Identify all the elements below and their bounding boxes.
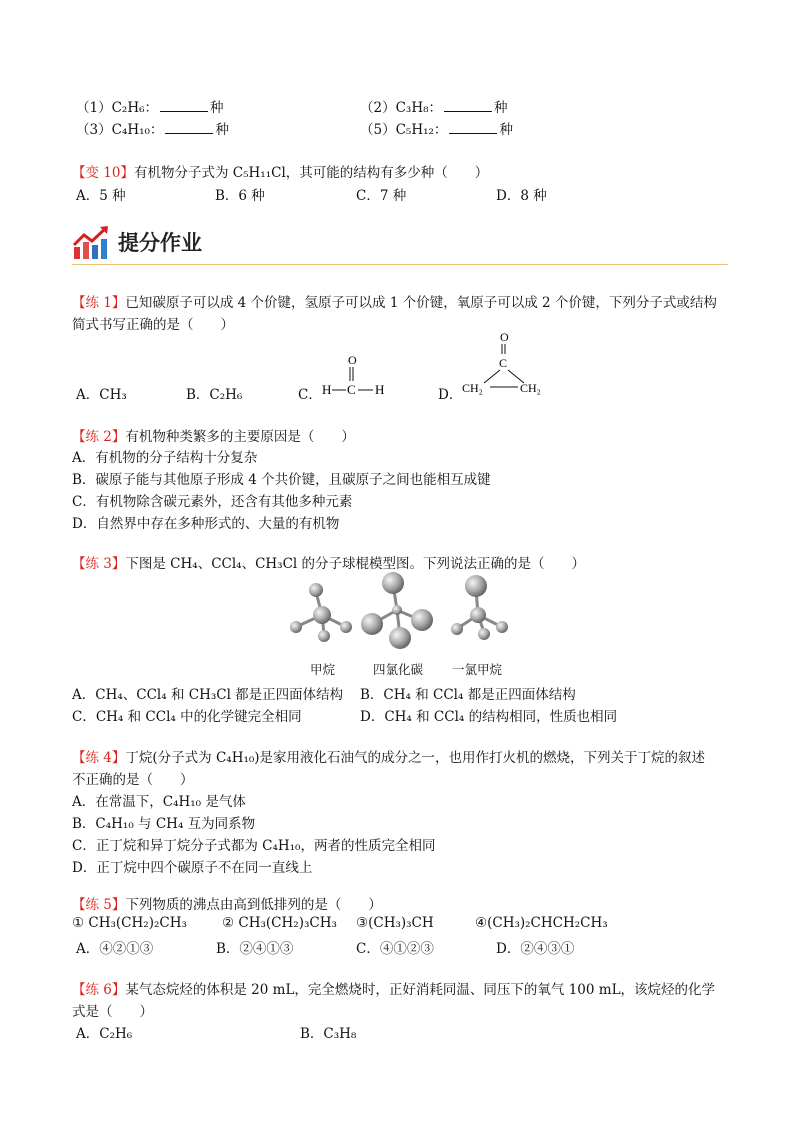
section-divider [72, 264, 728, 265]
question-tag: 【练 4】 [72, 750, 126, 766]
option-b[interactable]: B．C₂H₆ [186, 387, 243, 403]
group-ch2: CH₂ [462, 381, 483, 395]
option-d[interactable]: D．8 种 [496, 188, 547, 204]
option-d[interactable]: D．自然界中存在多种形式的、大量的有机物 [72, 516, 340, 532]
item-suffix: 种 [215, 122, 229, 138]
substance-4: ④(CH₃)₂CHCH₂CH₃ [475, 915, 608, 931]
answer-blank[interactable] [160, 99, 208, 112]
question-tag: 【练 2】 [72, 429, 126, 445]
q4-line2: 不正确的是（ ） [72, 772, 194, 788]
question-stem: 下列物质的沸点由高到低排列的是（ ） [125, 897, 382, 913]
substance-2: ② CH₃(CH₂)₃CH₃ [222, 915, 337, 931]
item-3 [76, 118, 229, 138]
option-a[interactable]: A．④②①③ [76, 941, 154, 957]
item-3-label: （3）C₄H₁₀： [76, 122, 164, 138]
option-d[interactable]: D．②④③① [496, 941, 575, 957]
q3-stem [72, 552, 585, 572]
substance-3: ③(CH₃)₃CH [356, 915, 434, 931]
ccl4-model [361, 572, 433, 649]
question-stem: 丁烷(分子式为 C₄H₁₀)是家用液化石油气的成分之一，也用作打火机的燃烧，下列关于丁烷的叙述 [125, 750, 706, 766]
option-a[interactable]: A．CH₃ [76, 387, 127, 403]
atom-o: O [348, 353, 357, 367]
question-tag: 【练 1】 [72, 295, 126, 311]
option-b[interactable]: B．6 种 [215, 188, 265, 204]
section-header [72, 223, 728, 265]
option-c[interactable]: C．④①②③ [356, 941, 434, 957]
option-d[interactable]: D．正丁烷中四个碳原子不在同一直线上 [72, 860, 313, 876]
item-suffix: 种 [499, 122, 513, 138]
group-ch2: CH₂ [520, 381, 541, 395]
question-tag: 【练 3】 [72, 556, 126, 572]
option-a[interactable]: A．5 种 [76, 188, 126, 204]
option-c[interactable]: C．有机物除含碳元素外，还含有其他多种元素 [72, 494, 353, 510]
option-a[interactable]: A．有机物的分子结构十分复杂 [72, 450, 258, 466]
question-stem: 有机物分子式为 C₅H₁₁Cl，其可能的结构有多少种（ ） [133, 165, 489, 181]
option-c[interactable]: C．CH₄ 和 CCl₄ 中的化学键完全相同 [72, 709, 302, 725]
option-a[interactable]: A．CH₄、CCl₄ 和 CH₃Cl 都是正四面体结构 [72, 687, 344, 703]
option-b[interactable]: B．碳原子能与其他原子形成 4 个共价键，且碳原子之间也能相互成键 [72, 472, 491, 488]
formaldehyde-structure [318, 348, 398, 404]
item-1 [76, 96, 224, 116]
q5-stem [72, 893, 382, 913]
question-stem: 有机物种类繁多的主要原因是（ ） [125, 429, 355, 445]
q1-line2: 简式书写正确的是（ ） [72, 317, 234, 333]
question-stem: 已知碳原子可以成 4 个价键，氢原子可以成 1 个价键，氧原子可以成 2 个价键，下列分子式或结构 [125, 295, 717, 311]
label-ccl4: 四氯化碳 [373, 662, 424, 677]
option-b[interactable]: B．CH₄ 和 CCl₄ 都是正四面体结构 [360, 687, 576, 703]
question-stem: 下图是 CH₄、CCl₄、CH₃Cl 的分子球棍模型图。下列说法正确的是（ ） [125, 556, 586, 572]
question-bian10 [72, 161, 488, 181]
item-2 [360, 96, 508, 116]
q4-line1 [72, 746, 705, 766]
item-5-label: （5）C₅H₁₂： [360, 122, 448, 138]
ch3cl-model [451, 575, 508, 640]
item-5 [360, 118, 513, 138]
atom-o: O [500, 330, 509, 344]
answer-blank[interactable] [449, 121, 497, 134]
item-2-label: （2）C₃H₈： [360, 100, 443, 116]
option-c[interactable]: C．正丁烷和异丁烷分子式都为 C₄H₁₀，两者的性质完全相同 [72, 838, 436, 854]
answer-blank[interactable] [165, 121, 213, 134]
q6-line2: 式是（ ） [72, 1004, 153, 1020]
ball-stick-models [280, 570, 520, 658]
q1-line1 [72, 291, 717, 311]
item-suffix: 种 [210, 100, 224, 116]
option-d-prefix: D． [438, 387, 463, 403]
option-c-prefix: C． [298, 387, 322, 403]
option-a[interactable]: A．在常温下，C₄H₁₀ 是气体 [72, 794, 246, 810]
atom-c: C [347, 382, 356, 397]
option-a[interactable]: A．C₂H₆ [76, 1026, 133, 1042]
atom-h: H [375, 382, 385, 397]
atom-c: C [499, 356, 508, 370]
section-title: 提分作业 [118, 231, 202, 255]
substance-1: ① CH₃(CH₂)₂CH₃ [72, 915, 187, 931]
q2-stem [72, 425, 355, 445]
item-suffix: 种 [494, 100, 508, 116]
answer-blank[interactable] [444, 99, 492, 112]
methane-model [290, 583, 352, 642]
label-ch3cl: 一氯甲烷 [452, 662, 503, 677]
cyclopropanone-structure [460, 327, 560, 399]
question-tag: 【练 6】 [72, 982, 126, 998]
option-c[interactable]: C．7 种 [356, 188, 407, 204]
label-methane: 甲烷 [310, 662, 336, 677]
option-b[interactable]: B．②④①③ [216, 941, 294, 957]
rising-chart-icon [72, 225, 112, 261]
atom-h: H [322, 382, 332, 397]
option-b[interactable]: B．C₄H₁₀ 与 CH₄ 互为同系物 [72, 816, 256, 832]
option-d[interactable] [438, 383, 462, 403]
item-1-label: （1）C₂H₆： [76, 100, 159, 116]
question-stem: 某气态烷烃的体积是 20 mL，完全燃烧时，正好消耗同温、同压下的氧气 100 mL，该烷烃的化学 [125, 982, 716, 998]
option-d[interactable]: D．CH₄ 和 CCl₄ 的结构相同，性质也相同 [360, 709, 618, 725]
option-b[interactable]: B．C₃H₈ [300, 1026, 357, 1042]
q6-line1 [72, 978, 715, 998]
question-tag: 【练 5】 [72, 897, 126, 913]
question-tag: 【变 10】 [72, 165, 134, 181]
